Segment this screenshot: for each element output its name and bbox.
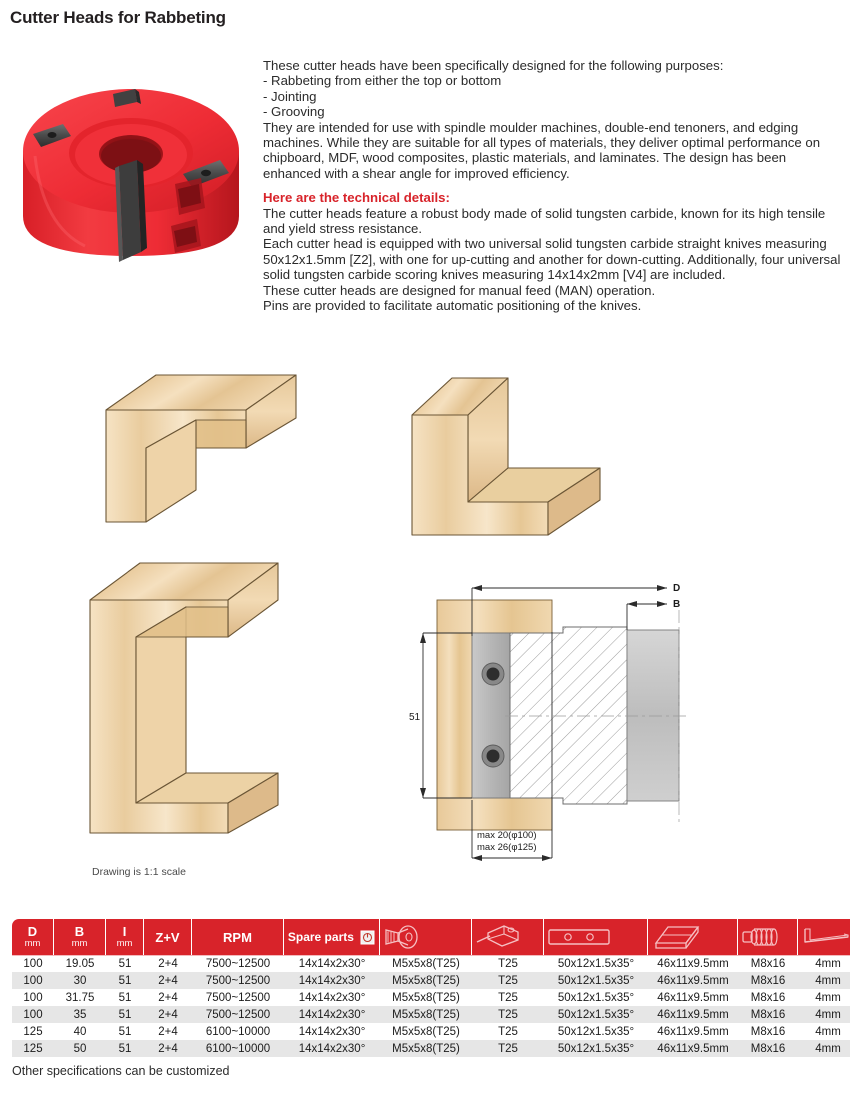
dimension-label-b: B	[673, 599, 681, 610]
dimension-label-d: D	[673, 583, 681, 594]
col-header-torx-driver	[472, 919, 544, 955]
table-row	[12, 1040, 850, 1057]
cell-b: 31.75	[54, 989, 106, 1006]
application-diagrams-section	[0, 355, 850, 895]
cell-countersunk-screw: M5x5x8(T25)	[380, 989, 472, 1006]
cell-rpm: 7500~12500	[192, 972, 284, 989]
cell-rpm: 6100~10000	[192, 1040, 284, 1057]
cell-countersunk-screw: M5x5x8(T25)	[380, 1006, 472, 1023]
product-overview-section	[0, 48, 850, 348]
description-bullet-1: - Jointing	[263, 88, 317, 104]
cell-zv: 2+4	[144, 989, 192, 1006]
cell-hex-key: 4mm	[798, 955, 850, 972]
cell-hex-key: 4mm	[798, 972, 850, 989]
torx-screwdriver-icon	[474, 924, 541, 950]
cell-straight-knife: 50x12x1.5x35°	[544, 989, 648, 1006]
cell-zv: 2+4	[144, 1023, 192, 1040]
col-header-b-unit: mm	[71, 938, 88, 949]
cell-b: 19.05	[54, 955, 106, 972]
cell-rpm: 7500~12500	[192, 1006, 284, 1023]
cell-rpm: 7500~12500	[192, 989, 284, 1006]
col-header-diameter-unit: mm	[24, 938, 41, 949]
cell-zv: 2+4	[144, 972, 192, 989]
specification-table	[12, 919, 850, 1057]
cell-hex-key: 4mm	[798, 1023, 850, 1040]
product-description	[263, 58, 843, 314]
cell-spare-parts: 14x14x2x30°	[284, 972, 380, 989]
cell-scoring-limiter: 46x11x9.5mm	[648, 989, 738, 1006]
diagram-rabbet-bottom	[400, 370, 625, 545]
product-photo-cutter-head	[15, 56, 247, 271]
description-intro: These cutter heads have been specifically designed for the following purposes:	[263, 58, 724, 73]
technical-paragraph-3: These cutter heads are designed for manual feed (MAN) operation.	[263, 282, 656, 298]
table-body	[12, 955, 850, 1057]
screw-head-upper	[482, 663, 504, 685]
cell-diameter: 100	[12, 1006, 54, 1023]
cell-hex-key: 4mm	[798, 1006, 850, 1023]
cell-diameter: 100	[12, 989, 54, 1006]
cell-i: 51	[106, 989, 144, 1006]
cell-spare-parts: 14x14x2x30°	[284, 955, 380, 972]
screw-head-lower	[482, 745, 504, 767]
cell-hex-key: 4mm	[798, 989, 850, 1006]
cell-scoring-limiter: 46x11x9.5mm	[648, 955, 738, 972]
cell-set-screw: M8x16	[738, 1006, 798, 1023]
description-bullet-2: - Grooving	[263, 104, 325, 120]
cell-torx-driver: T25	[472, 955, 544, 972]
specification-table-container	[12, 919, 841, 1057]
cell-set-screw: M8x16	[738, 1040, 798, 1057]
description-paragraph-1: They are intended for use with spindle moulder machines, double-end tenoners, and edging machines. While they are suitable for all types of materials, they deliver optimal performance on chipboard, MDF, wood composites, plastic materials, and laminates. The design has been enhanced with a shear angle for improved efficiency.	[263, 119, 821, 181]
dimension-value-height: 51	[409, 712, 421, 723]
col-header-spare-parts	[284, 919, 380, 955]
cell-straight-knife: 50x12x1.5x35°	[544, 1040, 648, 1057]
col-header-b	[54, 919, 106, 955]
cell-diameter: 100	[12, 955, 54, 972]
cell-zv: 2+4	[144, 955, 192, 972]
straight-knife-front	[115, 160, 147, 262]
col-header-i	[106, 919, 144, 955]
col-header-i-unit: mm	[116, 938, 133, 949]
cell-torx-driver: T25	[472, 989, 544, 1006]
diagram-rabbet-top	[88, 370, 303, 540]
cell-straight-knife: 50x12x1.5x35°	[544, 972, 648, 989]
cell-torx-driver: T25	[472, 972, 544, 989]
cell-torx-driver: T25	[472, 1023, 544, 1040]
cell-spare-parts: 14x14x2x30°	[284, 989, 380, 1006]
cell-countersunk-screw: M5x5x8(T25)	[380, 972, 472, 989]
straight-knife-icon	[546, 926, 645, 948]
cell-spare-parts: 14x14x2x30°	[284, 1023, 380, 1040]
set-screw-icon	[740, 925, 795, 949]
cell-spare-parts: 14x14x2x30°	[284, 1006, 380, 1023]
col-header-i-label: I	[122, 924, 127, 939]
col-header-set-screw	[738, 919, 798, 955]
col-header-scoring-limiter	[648, 919, 738, 955]
cell-i: 51	[106, 955, 144, 972]
cell-torx-driver: T25	[472, 1006, 544, 1023]
cell-scoring-limiter: 46x11x9.5mm	[648, 1006, 738, 1023]
max-depth-note-line-2: max 26(φ125)	[477, 842, 537, 853]
cell-spare-parts: 14x14x2x30°	[284, 1040, 380, 1057]
technical-details-heading: Here are the technical details:	[263, 190, 450, 206]
cell-i: 51	[106, 1023, 144, 1040]
table-row	[12, 1023, 850, 1040]
col-header-diameter-label: D	[27, 924, 38, 939]
col-header-rpm-label: RPM	[223, 929, 252, 945]
cell-b: 35	[54, 1006, 106, 1023]
table-row	[12, 989, 850, 1006]
cell-b: 30	[54, 972, 106, 989]
col-header-diameter	[12, 919, 54, 955]
cell-countersunk-screw: M5x5x8(T25)	[380, 955, 472, 972]
cell-b: 40	[54, 1023, 106, 1040]
scoring-limiter-icon	[650, 923, 735, 951]
cell-hex-key: 4mm	[798, 1040, 850, 1057]
col-header-b-label: B	[74, 924, 85, 939]
technical-paragraph-4: Pins are provided to facilitate automatic positioning of the knives.	[263, 298, 642, 314]
col-header-rpm	[192, 919, 284, 955]
technical-paragraph-1: The cutter heads feature a robust body made of solid tungsten carbide, known for its high tensile and yield stress resistance.	[263, 205, 826, 237]
cell-diameter: 100	[12, 972, 54, 989]
cell-zv: 2+4	[144, 1040, 192, 1057]
table-row	[12, 1006, 850, 1023]
cell-i: 51	[106, 1040, 144, 1057]
col-header-countersunk-screw	[380, 919, 472, 955]
footer-note: Other specifications can be customized	[12, 1064, 230, 1078]
cell-set-screw: M8x16	[738, 1023, 798, 1040]
diagram-groove-c-profile	[78, 555, 303, 850]
cell-torx-driver: T25	[472, 1040, 544, 1057]
col-header-zv-label: Z+V	[155, 929, 180, 945]
technical-paragraph-2: Each cutter head is equipped with two universal solid tungsten carbide straight knives measuring 50x12x1.5mm [Z2], with one for up-cutting and another for down-cutting. Additionally, four universal solid tungsten carbide scoring knives measuring 14x14x2mm [V4] are included.	[263, 236, 841, 283]
cell-set-screw: M8x16	[738, 989, 798, 1006]
cell-rpm: 7500~12500	[192, 955, 284, 972]
col-header-zv	[144, 919, 192, 955]
max-depth-note-line-1: max 20(φ100)	[477, 830, 537, 841]
cell-zv: 2+4	[144, 1006, 192, 1023]
insert-knife-icon	[360, 930, 375, 945]
table-row	[12, 955, 850, 972]
cell-rpm: 6100~10000	[192, 1023, 284, 1040]
cell-set-screw: M8x16	[738, 972, 798, 989]
cell-i: 51	[106, 1006, 144, 1023]
cell-diameter: 125	[12, 1040, 54, 1057]
cell-straight-knife: 50x12x1.5x35°	[544, 955, 648, 972]
cell-diameter: 125	[12, 1023, 54, 1040]
cell-straight-knife: 50x12x1.5x35°	[544, 1006, 648, 1023]
cell-countersunk-screw: M5x5x8(T25)	[380, 1040, 472, 1057]
page-title: Cutter Heads for Rabbeting	[10, 8, 226, 27]
cell-set-screw: M8x16	[738, 955, 798, 972]
hex-key-icon	[800, 924, 850, 950]
cell-scoring-limiter: 46x11x9.5mm	[648, 972, 738, 989]
cell-b: 50	[54, 1040, 106, 1057]
scale-note: Drawing is 1:1 scale	[92, 866, 186, 878]
col-header-spare-parts-label: Spare parts	[287, 930, 354, 944]
cell-scoring-limiter: 46x11x9.5mm	[648, 1040, 738, 1057]
cell-countersunk-screw: M5x5x8(T25)	[380, 1023, 472, 1040]
description-bullet-0: - Rabbeting from either the top or bottom	[263, 73, 502, 89]
cell-straight-knife: 50x12x1.5x35°	[544, 1023, 648, 1040]
col-header-straight-knife	[544, 919, 648, 955]
table-row	[12, 972, 850, 989]
countersunk-screw-icon	[382, 925, 469, 949]
cell-i: 51	[106, 972, 144, 989]
col-header-hex-key	[798, 919, 850, 955]
cell-scoring-limiter: 46x11x9.5mm	[648, 1023, 738, 1040]
technical-section-drawing	[405, 570, 745, 870]
table-header-row	[12, 919, 850, 955]
